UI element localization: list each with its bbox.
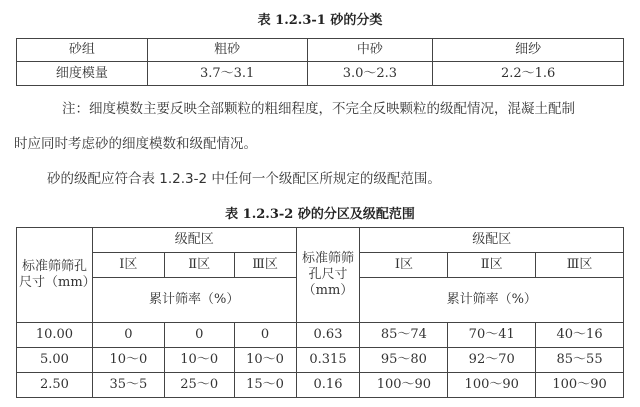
table-cell: 70～41 <box>448 323 536 348</box>
table-cell: 40～16 <box>536 323 624 348</box>
table1-header-cell: 粗砂 <box>147 39 307 62</box>
table1-cell: 2.2～1.6 <box>433 62 624 86</box>
table-cell: 95～80 <box>360 348 448 373</box>
note-line-1: 注：细度模数主要反映全部颗粒的粗细程度，不完全反映颗粒的级配情况，混凝土配制 <box>62 101 575 117</box>
sieve-size-header: 标准筛筛孔尺寸（mm） <box>17 228 93 323</box>
table-cell: 10～0 <box>164 348 234 373</box>
table-cell: 5.00 <box>17 348 93 373</box>
table1-header-cell: 细纱 <box>433 39 624 62</box>
table1-header-row <box>17 39 624 62</box>
table-cell: 85～55 <box>536 348 624 373</box>
table-row <box>17 348 624 373</box>
table-cell: 10.00 <box>17 323 93 348</box>
table-cell: 100～90 <box>360 373 448 398</box>
table-cell: 0.315 <box>296 348 360 373</box>
table-cell: 0.16 <box>296 373 360 398</box>
zone-label: Ⅲ区 <box>234 253 296 278</box>
table2-header-row-1 <box>17 228 624 253</box>
table1-row <box>17 62 624 86</box>
grading-range-table <box>16 227 624 398</box>
grading-zone-header: 级配区 <box>360 228 624 253</box>
table-row <box>17 373 624 398</box>
sieve-size-header: 标准筛筛孔尺寸（mm） <box>296 228 360 323</box>
table1-header-cell: 中砂 <box>307 39 433 62</box>
table-cell: 25～0 <box>164 373 234 398</box>
note-line-2: 时应同时考虑砂的细度模数和级配情况。 <box>14 136 257 152</box>
table-cell: 35～5 <box>92 373 164 398</box>
table-cell: 85～74 <box>360 323 448 348</box>
table1-header-cell: 砂组 <box>17 39 148 62</box>
table1-cell: 细度模量 <box>17 62 148 86</box>
grading-zone-header: 级配区 <box>92 228 296 253</box>
zone-label: Ⅲ区 <box>536 253 624 278</box>
table2-caption: 表 1.2.3-2 砂的分区及级配范围 <box>225 207 415 222</box>
table-cell: 0 <box>92 323 164 348</box>
table-cell: 2.50 <box>17 373 93 398</box>
table-row <box>17 323 624 348</box>
zone-label: Ⅱ区 <box>164 253 234 278</box>
table-cell: 0 <box>164 323 234 348</box>
zone-label: Ⅰ区 <box>360 253 448 278</box>
table-cell: 100～90 <box>448 373 536 398</box>
table1-cell: 3.0～2.3 <box>307 62 433 86</box>
table-cell: 15～0 <box>234 373 296 398</box>
table-cell: 92～70 <box>448 348 536 373</box>
sand-classification-table <box>16 38 624 86</box>
table-cell: 100～90 <box>536 373 624 398</box>
table-cell: 10～0 <box>92 348 164 373</box>
table-cell: 0 <box>234 323 296 348</box>
zone-label: Ⅰ区 <box>92 253 164 278</box>
table-cell: 0.63 <box>296 323 360 348</box>
cumulative-sieve-rate-label: 累计筛率（%） <box>360 278 624 323</box>
zone-label: Ⅱ区 <box>448 253 536 278</box>
table1-cell: 3.7～3.1 <box>147 62 307 86</box>
cumulative-sieve-rate-label: 累计筛率（%） <box>92 278 296 323</box>
table1-caption: 表 1.2.3-1 砂的分类 <box>257 13 383 28</box>
grading-paragraph: 砂的级配应符合表 1.2.3-2 中任何一个级配区所规定的级配范围。 <box>47 171 441 187</box>
table-cell: 10～0 <box>234 348 296 373</box>
